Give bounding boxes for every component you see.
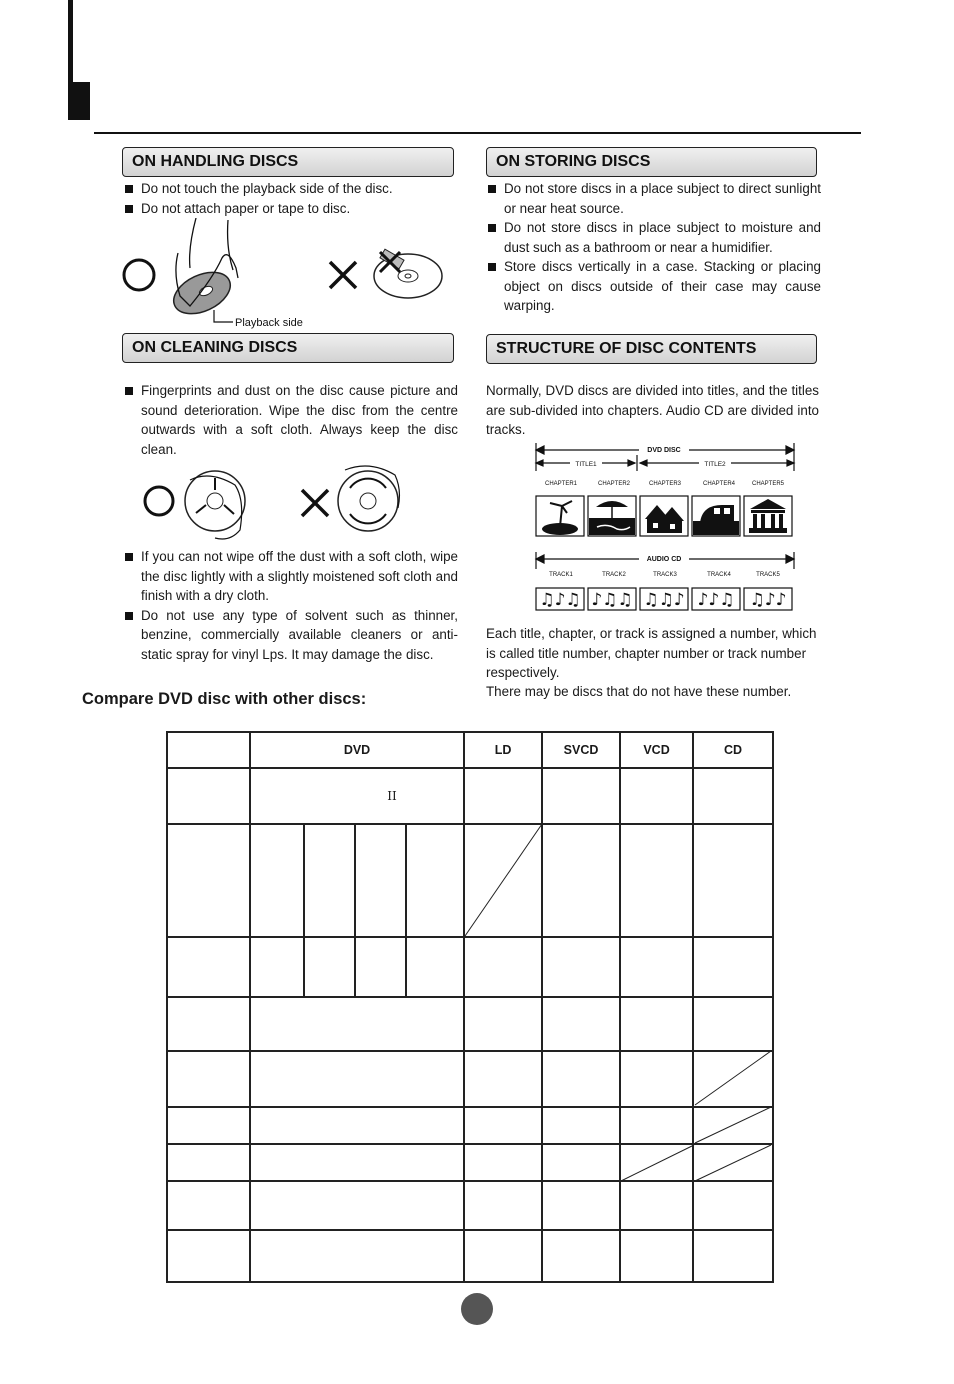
- table-cell: [693, 1181, 773, 1230]
- svg-text:♫♪♪: ♫♪♪: [749, 590, 787, 610]
- table-cell: [464, 824, 542, 937]
- cleaning-item: Fingerprints and dust on the disc cause picture and sound deterioration. Wipe the disc from the centre outwards with a soft cloth. Always keep the disc clean.: [123, 381, 458, 459]
- chapter-pictures: [536, 496, 792, 536]
- table-cell: [464, 768, 542, 824]
- table-cell: [542, 937, 620, 997]
- table-cell: [250, 937, 304, 997]
- disc-structure-diagram: [532, 441, 798, 613]
- chapter-label: CHAPTER3: [648, 481, 682, 487]
- table-cell: [250, 1051, 464, 1107]
- table-cell: [620, 1181, 693, 1230]
- track-label: TRACK2: [602, 572, 626, 578]
- structure-intro: Normally, DVD discs are divided into titles, and the titles are sub-divided into chapters. Audio CD are divided into tracks.: [486, 383, 819, 437]
- track-music-notes: [536, 588, 792, 610]
- table-cell: [464, 997, 542, 1051]
- structure-note: There may be discs that do not have these number.: [486, 684, 792, 699]
- header-ld: LD: [464, 732, 542, 768]
- table-cell: [250, 1181, 464, 1230]
- table-cell: [304, 824, 355, 937]
- cleaning-item: Do not use any type of solvent such as thinner, benzine, commercially available cleaners or anti-static spray for vinyl Lps. It may damage the disc.: [123, 606, 458, 665]
- table-cell: [693, 1051, 773, 1107]
- table-cell: [406, 824, 464, 937]
- storing-item: Do not store discs in place subject to moisture and dust such as a bathroom or near a humidifier.: [486, 218, 821, 257]
- table-cell: [464, 937, 542, 997]
- table-cell: [167, 768, 250, 824]
- cleaning-heading: ON CLEANING DISCS: [122, 333, 454, 363]
- table-cell: [620, 1107, 693, 1144]
- title-label: TITLE1: [575, 461, 597, 468]
- table-cell: [464, 1107, 542, 1144]
- table-cell: [542, 1181, 620, 1230]
- track-label: TRACK5: [756, 572, 780, 578]
- handling-list: [123, 179, 458, 218]
- chapter-label: CHAPTER1: [544, 481, 578, 487]
- cleaning-list-2: [123, 547, 458, 664]
- wipe-outward-icon: [185, 471, 245, 539]
- playback-side-caption: Playback side: [235, 317, 303, 329]
- ok-circle-icon: [145, 487, 173, 515]
- audio-cd-label: AUDIO CD: [646, 556, 682, 563]
- wipe-circular-icon: [338, 466, 399, 531]
- table-cell: [406, 937, 464, 997]
- table-cell: [250, 997, 464, 1051]
- wrong-x-icon: [302, 490, 328, 516]
- table-cell: [620, 768, 693, 824]
- track-label: TRACK3: [653, 572, 677, 578]
- table-cell: [542, 824, 620, 937]
- table-cell: [167, 1107, 250, 1144]
- wrong-x-icon: [330, 262, 356, 288]
- table-cell: [693, 1107, 773, 1144]
- handling-item: Do not attach paper or tape to disc.: [123, 199, 458, 219]
- cleaning-illustration: [140, 460, 410, 545]
- svg-text:♪♪♫: ♪♪♫: [697, 590, 735, 610]
- structure-heading: STRUCTURE OF DISC CONTENTS: [486, 334, 817, 364]
- table-cell: [693, 824, 773, 937]
- chapter-label: CHAPTER4: [702, 481, 736, 487]
- svg-text:♫♪♫: ♫♪♫: [539, 590, 581, 610]
- table-row: [167, 732, 773, 768]
- table-row: [167, 824, 773, 937]
- storing-item: Store discs vertically in a case. Stacking or placing object on discs outside of their case may cause warping.: [486, 257, 821, 316]
- table-cell: [464, 1230, 542, 1282]
- cleaning-item: If you can not wipe off the dust with a soft cloth, wipe the disc lightly with a slightly moistened soft cloth and finish with a dry cloth.: [123, 547, 458, 606]
- table-row: [167, 768, 773, 824]
- page-number-dot: [461, 1293, 493, 1325]
- svg-text:♫♫♪: ♫♫♪: [643, 590, 685, 610]
- track-label: TRACK4: [707, 572, 731, 578]
- disc-with-tape-icon: [374, 249, 442, 298]
- table-cell: [542, 1107, 620, 1144]
- table-cell: [542, 1230, 620, 1282]
- callout-line: [214, 310, 233, 322]
- table-row: [167, 937, 773, 997]
- table-cell: [250, 1144, 464, 1181]
- table-cell: [620, 1144, 693, 1181]
- table-row: [167, 1107, 773, 1144]
- table-cell: [355, 824, 406, 937]
- title-label: TITLE2: [704, 461, 726, 468]
- table-cell: [167, 1051, 250, 1107]
- table-cell: [464, 1181, 542, 1230]
- table-cell: [620, 1051, 693, 1107]
- table-cell: [250, 824, 304, 937]
- table-cell: [542, 1051, 620, 1107]
- header-rule: [94, 132, 861, 134]
- comparison-table: [166, 731, 774, 1283]
- table-cell: [464, 1051, 542, 1107]
- table-cell: [167, 1144, 250, 1181]
- header-cd: CD: [693, 732, 773, 768]
- chapter-label: CHAPTER5: [751, 481, 785, 487]
- table-cell: [464, 1144, 542, 1181]
- table-cell: [693, 997, 773, 1051]
- dvd-disc-label: DVD DISC: [647, 447, 681, 454]
- table-cell: [542, 768, 620, 824]
- table-cell: [167, 1181, 250, 1230]
- page-edge-block: [68, 82, 90, 120]
- track-label: TRACK1: [549, 572, 573, 578]
- storing-list: [486, 179, 821, 316]
- table-cell: [542, 997, 620, 1051]
- ok-circle-icon: [124, 260, 154, 290]
- handling-item: Do not touch the playback side of the disc.: [123, 179, 458, 199]
- table-cell: [620, 997, 693, 1051]
- storing-item: Do not store discs in a place subject to direct sunlight or near heat source.: [486, 179, 821, 218]
- table-cell: [250, 1107, 464, 1144]
- table-cell: [620, 824, 693, 937]
- table-cell: [355, 937, 406, 997]
- table-cell: [693, 937, 773, 997]
- table-cell: [167, 937, 250, 997]
- compare-title: Compare DVD disc with other discs:: [82, 690, 367, 708]
- table-cell: [250, 1230, 464, 1282]
- table-cell: [167, 1230, 250, 1282]
- table-row: [167, 1230, 773, 1282]
- table-row: [167, 1144, 773, 1181]
- handling-heading: ON HANDLING DISCS: [122, 147, 454, 177]
- handling-illustration: [118, 218, 458, 330]
- structure-outro: Each title, chapter, or track is assigned a number, which is called title number, chapter number or track number respectively.: [486, 626, 817, 680]
- table-row: [167, 997, 773, 1051]
- table-cell: [620, 1230, 693, 1282]
- table-row: [167, 1051, 773, 1107]
- table-cell: [693, 1230, 773, 1282]
- svg-text:♪♫♫: ♪♫♫: [591, 590, 633, 610]
- table-cell: [167, 997, 250, 1051]
- table-cell: [693, 768, 773, 824]
- table-cell: [304, 937, 355, 997]
- chapter-label: CHAPTER2: [597, 481, 631, 487]
- table-cell: [693, 1144, 773, 1181]
- header-svcd: SVCD: [542, 732, 620, 768]
- table-cell: [620, 937, 693, 997]
- table-row: [167, 1181, 773, 1230]
- table-cell: [167, 824, 250, 937]
- header-vcd: VCD: [620, 732, 693, 768]
- header-dvd: DVD: [250, 732, 464, 768]
- table-cell: [167, 732, 250, 768]
- hand-holding-disc-icon: [167, 218, 238, 322]
- table-cell: [542, 1144, 620, 1181]
- storing-heading: ON STORING DISCS: [486, 147, 817, 177]
- cleaning-list-1: [123, 381, 458, 459]
- dvd-mark-cell: II: [250, 768, 464, 824]
